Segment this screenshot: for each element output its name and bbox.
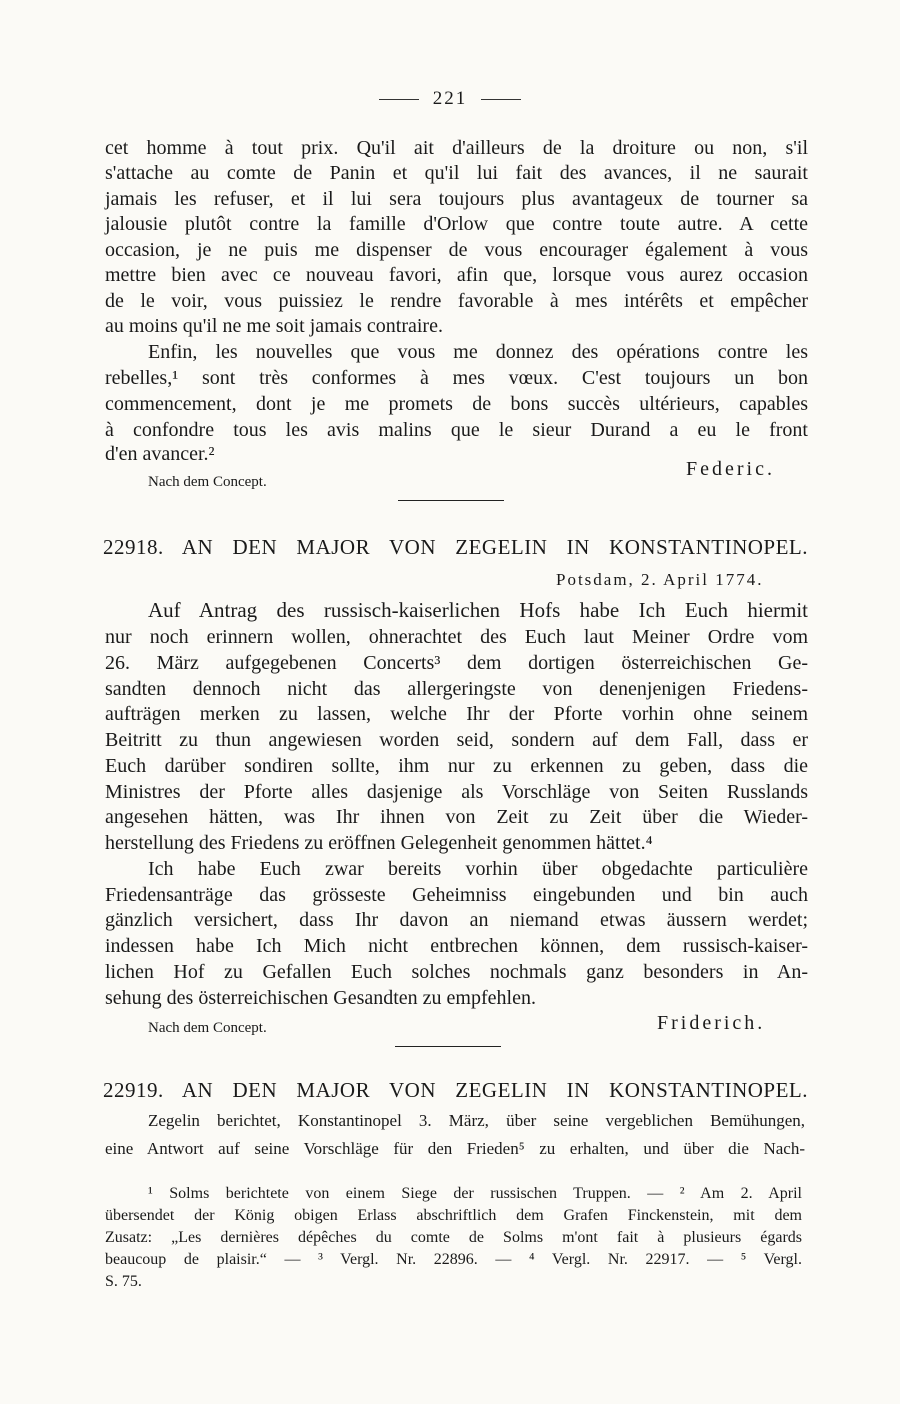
body-line: mettre bien avec ce nouveau favori, afin que, lorsque vous aurez occasion — [105, 264, 808, 286]
body-line: nur noch erinnern wollen, ohnerachtet des Euch laut Meiner Ordre vom — [105, 626, 808, 648]
summary-line: Zegelin berichtet, Konstantinopel 3. März, über seine vergeblichen Bemühungen, — [148, 1111, 805, 1130]
body-line: d'en avancer.² — [105, 443, 215, 465]
footnote-line: beaucoup de plaisir.“ — ³ Vergl. Nr. 22896. — ⁴ Vergl. Nr. 22917. — ⁵ Vergl. — [105, 1251, 802, 1268]
body-line: occasion, je ne puis me dispenser de vous encourager également à vous — [105, 239, 808, 261]
signature: Friderich. — [657, 1012, 766, 1034]
body-line: à confondre tous les avis malins que le sieur Durand a eu le front — [105, 419, 808, 441]
body-line: Beitritt zu thun angewiesen worden seid, sondern auf dem Fall, dass er — [105, 729, 808, 751]
signature: Federic. — [686, 458, 775, 480]
body-line: Auf Antrag des russisch-kaiserlichen Hofs habe Ich Euch hiermit — [148, 598, 808, 622]
body-line: Friedensanträge das grösseste Geheimniss eingebunden und bin auch — [105, 884, 808, 906]
body-line: s'attache au comte de Panin et qu'il lui fait des avances, il ne saurait — [105, 162, 808, 184]
body-line: sandten dennoch nicht das allergeringste von denenjenigen Friedens- — [105, 678, 808, 700]
body-line: lichen Hof zu Gefallen Euch solches nochmals ganz besonders in An- — [105, 961, 808, 983]
body-line: aufträgen merken zu lassen, welche Ihr der Pforte vorhin ohne seinem — [105, 703, 808, 725]
body-line: rebelles,¹ sont très conformes à mes vœux. C'est toujours un bon — [105, 367, 808, 389]
body-line: jamais les refuser, et il lui sera toujours plus avantageux de tourner sa — [105, 188, 808, 210]
body-line: de le voir, vous puissiez le rendre favorable à mes intérêts et empêcher — [105, 290, 808, 312]
footnote-line: S. 75. — [105, 1273, 142, 1290]
body-line: angesehen hätten, was Ihr ihnen von Zeit zu Zeit über die Wieder- — [105, 806, 808, 828]
body-line: 26. März aufgegebenen Concerts³ dem dortigen österreichischen Ge- — [105, 652, 808, 674]
header-dash-right — [481, 99, 521, 100]
body-line: jalousie plutôt contre la famille d'Orlow que contre toute autre. A cette — [105, 213, 808, 235]
body-line: cet homme à tout prix. Qu'il ait d'ailleurs de la droiture ou non, s'il — [105, 137, 808, 159]
page-header — [0, 88, 900, 110]
page-number: 221 — [432, 88, 468, 109]
source-note: Nach dem Concept. — [148, 1020, 267, 1036]
footnote-line: Zusatz: „Les dernières dépêches du comte de Solms m'ont fait à plusieurs égards — [105, 1229, 802, 1246]
body-line: herstellung des Friedens zu eröffnen Gelegenheit genommen hättet.⁴ — [105, 832, 653, 854]
body-line: Enfin, les nouvelles que vous me donnez des opérations contre les — [148, 341, 808, 363]
body-line: sehung des österreichischen Gesandten zu empfehlen. — [105, 987, 536, 1009]
body-line: Euch darüber sondiren sollte, ihm nur zu erkennen zu geben, dass die — [105, 755, 808, 777]
source-note: Nach dem Concept. — [148, 474, 267, 490]
body-line: indessen habe Ich Mich nicht entbrechen können, dem russisch-kaiser- — [105, 935, 808, 957]
letter-heading: 22919. AN DEN MAJOR VON ZEGELIN IN KONSTANTINOPEL. — [103, 1078, 808, 1102]
section-divider — [395, 1046, 501, 1047]
footnote-line: ¹ Solms berichtete von einem Siege der russischen Truppen. — ² Am 2. April — [148, 1185, 802, 1202]
dateline: Potsdam, 2. April 1774. — [556, 570, 764, 589]
summary-line: eine Antwort auf seine Vorschläge für den Frieden⁵ zu erhalten, und über die Nach- — [105, 1139, 805, 1158]
footnote-line: übersendet der König obigen Erlass abschriftlich dem Grafen Finckenstein, mit dem — [105, 1207, 802, 1224]
body-line: Ministres der Pforte alles dasjenige als Vorschläge von Seiten Russlands — [105, 781, 808, 803]
body-line: gänzlich versichert, dass Ihr davon an niemand etwas äussern werdet; — [105, 909, 808, 931]
body-line: commencement, dont je me promets de bons succès ultérieurs, capables — [105, 393, 808, 415]
section-divider — [398, 500, 504, 501]
header-dash-left — [379, 99, 419, 100]
letter-heading: 22918. AN DEN MAJOR VON ZEGELIN IN KONSTANTINOPEL. — [103, 535, 808, 559]
body-line: Ich habe Euch zwar bereits vorhin über obgedachte particulière — [148, 858, 808, 880]
body-line: au moins qu'il ne me soit jamais contraire. — [105, 315, 443, 337]
